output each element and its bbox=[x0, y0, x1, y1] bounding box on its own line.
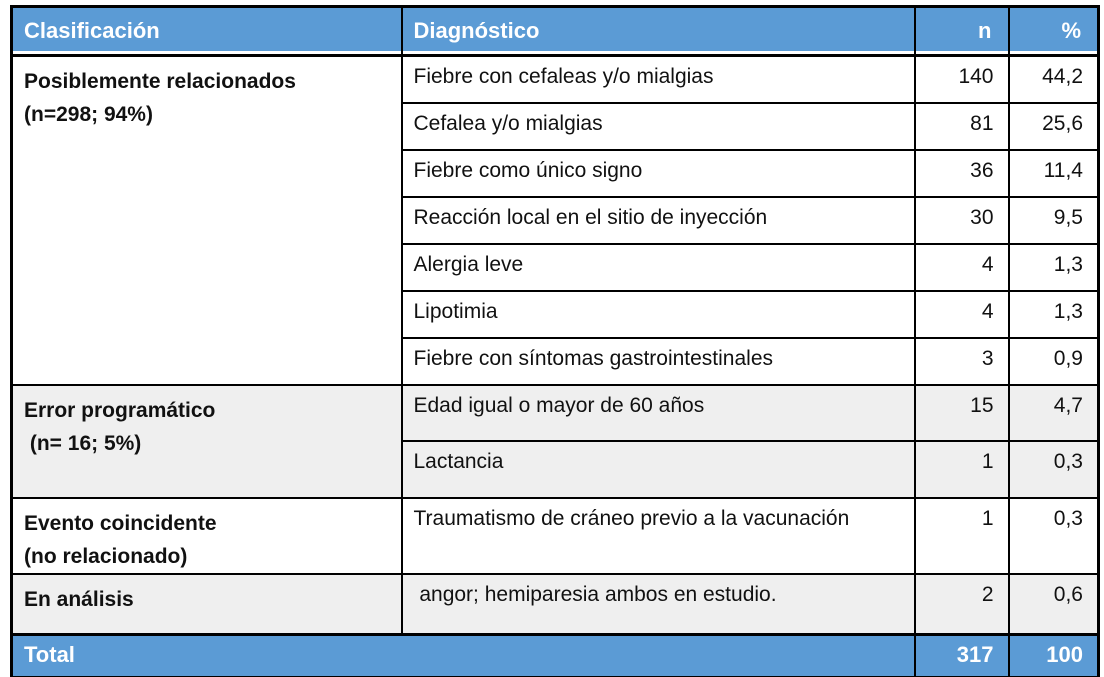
pct-cell: 9,5 bbox=[1009, 197, 1099, 244]
pct-cell: 0,9 bbox=[1009, 338, 1099, 385]
diagnosis-cell: Fiebre con síntomas gastrointestinales bbox=[402, 338, 915, 385]
n-cell: 4 bbox=[915, 291, 1009, 338]
diagnosis-cell: Edad igual o mayor de 60 años bbox=[402, 385, 915, 441]
n-cell: 4 bbox=[915, 244, 1009, 291]
total-label-cell: Total bbox=[12, 635, 915, 677]
pct-cell: 11,4 bbox=[1009, 150, 1099, 197]
classification-cell-evento-coincidente bbox=[12, 498, 402, 574]
n-cell: 30 bbox=[915, 197, 1009, 244]
n-cell: 15 bbox=[915, 385, 1009, 441]
pct-cell: 1,3 bbox=[1009, 291, 1099, 338]
n-cell: 140 bbox=[915, 56, 1009, 103]
diagnosis-cell: Lipotimia bbox=[402, 291, 915, 338]
classification-label-line1: En análisis bbox=[24, 587, 134, 611]
table-row bbox=[12, 385, 1099, 441]
classification-label-line1: Error programático bbox=[24, 398, 216, 422]
diagnosis-cell: Fiebre con cefaleas y/o mialgias bbox=[402, 56, 915, 103]
diagnosis-cell: Lactancia bbox=[402, 441, 915, 498]
n-cell: 81 bbox=[915, 103, 1009, 150]
header-cell-n: n bbox=[915, 7, 1009, 56]
classification-label-line2: (n= 16; 5%) bbox=[24, 431, 142, 455]
pct-cell: 25,6 bbox=[1009, 103, 1099, 150]
classification-label-line2: (no relacionado) bbox=[24, 544, 188, 568]
classification-cell-error-programatico bbox=[12, 385, 402, 498]
n-cell: 36 bbox=[915, 150, 1009, 197]
classification-label-line2: (n=298; 94%) bbox=[24, 103, 153, 126]
n-cell: 1 bbox=[915, 498, 1009, 574]
diagnosis-cell: angor; hemiparesia ambos en estudio. bbox=[402, 574, 915, 635]
diagnosis-cell: Traumatismo de cráneo previo a la vacunación bbox=[402, 498, 915, 574]
n-cell: 1 bbox=[915, 441, 1009, 498]
classification-label-line1: Evento coincidente bbox=[24, 511, 217, 535]
pct-cell: 0,3 bbox=[1009, 498, 1099, 574]
classification-cell-en-analisis bbox=[12, 574, 402, 635]
header-cell-pct: % bbox=[1009, 7, 1099, 56]
n-cell: 3 bbox=[915, 338, 1009, 385]
classification-label-line1: Posiblemente relacionados bbox=[24, 70, 296, 93]
pct-cell: 0,6 bbox=[1009, 574, 1099, 635]
total-row bbox=[12, 635, 1099, 677]
diagnosis-cell: Fiebre como único signo bbox=[402, 150, 915, 197]
table-row bbox=[12, 498, 1099, 574]
esavi-classification-table bbox=[10, 5, 1100, 677]
table-row bbox=[12, 56, 1099, 103]
diagnosis-cell: Alergia leve bbox=[402, 244, 915, 291]
total-n-cell: 317 bbox=[915, 635, 1009, 677]
classification-cell-posiblemente-relacionados bbox=[12, 56, 402, 385]
total-pct-cell: 100 bbox=[1009, 635, 1099, 677]
pct-cell: 0,3 bbox=[1009, 441, 1099, 498]
pct-cell: 44,2 bbox=[1009, 56, 1099, 103]
table-row bbox=[12, 574, 1099, 635]
n-cell: 2 bbox=[915, 574, 1009, 635]
pct-cell: 1,3 bbox=[1009, 244, 1099, 291]
diagnosis-cell: Reacción local en el sitio de inyección bbox=[402, 197, 915, 244]
pct-cell: 4,7 bbox=[1009, 385, 1099, 441]
diagnosis-cell: Cefalea y/o mialgias bbox=[402, 103, 915, 150]
header-cell-diagnostico: Diagnóstico bbox=[402, 7, 915, 56]
header-row bbox=[12, 7, 1099, 56]
header-cell-clasificacion: Clasificación bbox=[12, 7, 402, 56]
